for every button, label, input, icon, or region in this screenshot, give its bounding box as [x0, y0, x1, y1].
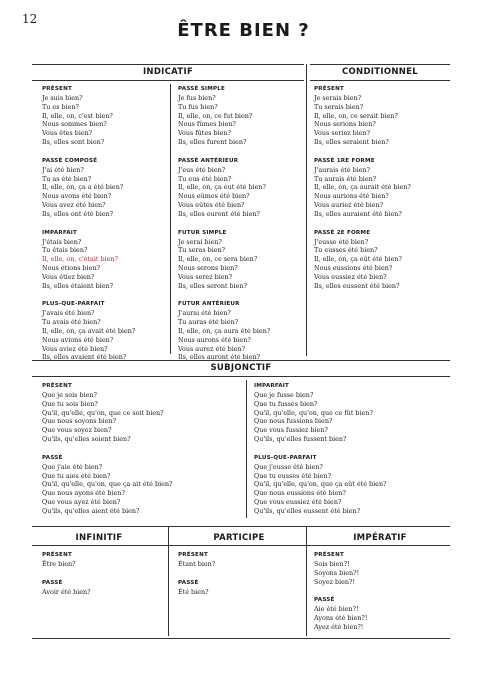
tense-block [178, 299, 303, 362]
conjugation-line: Il, elle, on, ce serait bien? [314, 111, 398, 120]
conjugation-line: Qu'ils, qu'elles soient bien? [42, 434, 131, 443]
conjugation-line: Que tu sois bien? [42, 399, 98, 408]
conjugation-line: Que tu fusses bien? [254, 399, 318, 408]
tense-block [178, 228, 303, 291]
conjugation-line: Avoir été bien? [42, 587, 91, 596]
conjugation-line: Nous aurions été bien? [314, 192, 389, 201]
participe-column [178, 550, 303, 606]
conjugation-line: Vous avez été bien? [42, 200, 106, 209]
conjugation-line: Il, elle, on, ça aurait été bien? [314, 183, 411, 192]
conditionnel-divider [306, 64, 307, 356]
conjugation-line: Il, elle, on, ça avait été bien? [42, 326, 136, 335]
conjugation-line: J'eusse été bien? [314, 237, 369, 246]
conjugation-line: Tu fus bien? [178, 102, 218, 111]
conjugation-line: Que nous eussions été bien? [254, 489, 346, 498]
conjugation-line: Nous eûmes été bien? [178, 192, 250, 201]
conjugation-line: Que vous fussiez bien? [254, 426, 328, 435]
conjugation-line: Que vous soyez bien? [42, 426, 112, 435]
conjugation-line: Qu'ils, qu'elles fussent bien? [254, 434, 347, 443]
conjugation-line: Vous seriez bien? [314, 129, 371, 138]
conjugation-line: Que j'aie été bien? [42, 462, 103, 471]
tense-label: PRÉSENT [42, 552, 72, 558]
conjugation-line: Ils, elles auront été bien? [178, 353, 261, 362]
conjugation-line: Tu auras été bien? [178, 318, 239, 327]
section-imperatif: IMPÉRATIF [353, 533, 407, 543]
conjugation-line: Il, elle, on, c'est bien? [42, 111, 113, 120]
conjugation-line: Nous avions été bien? [42, 335, 114, 344]
tense-label: PASSÉ 1RE FORME [314, 157, 375, 164]
conjugation-line: Que vous ayez été bien? [42, 497, 121, 506]
conjugation-line: Que vous eussiez été bien? [254, 497, 342, 506]
conjugation-line: Qu'ils, qu'elles eussent été bien? [254, 506, 361, 515]
infinitif-column [42, 550, 167, 606]
tense-block [42, 228, 167, 291]
tense-block [254, 381, 444, 444]
conjugation-line: Vous êtes bien? [42, 129, 93, 138]
section-conditionnel: CONDITIONNEL [341, 67, 419, 77]
subjonctif-top-rule [32, 360, 450, 361]
conjugation-line: Vous eussiez été bien? [314, 272, 387, 281]
tense-block [178, 84, 303, 147]
conjugation-line: Je suis bien? [42, 94, 83, 102]
conjugation-line: Ils, elles auraient été bien? [314, 209, 402, 218]
tense-block [42, 578, 167, 597]
conjugation-line: J'avais été bien? [42, 309, 95, 318]
conditionnel-top-rule [310, 64, 450, 65]
conjugation-line: J'aurai été bien? [178, 309, 231, 318]
section-indicatif: INDICATIF [142, 67, 194, 77]
conjugation-line: Tu eusses été bien? [314, 246, 378, 255]
conjugation-line: Ayons été bien?! [314, 614, 368, 623]
section-subjonctif: SUBJONCTIF [210, 363, 272, 373]
conjugation-line: Ils, elles seront bien? [178, 281, 248, 290]
conjugation-line: Vous auriez été bien? [314, 200, 384, 209]
conjugation-line: Que nous ayons été bien? [42, 489, 125, 498]
indicatif-column-1 [42, 84, 167, 371]
conjugation-line: Il, elle, on, ce sera bien? [178, 255, 258, 264]
conjugation-line: Je serai bien? [178, 237, 222, 246]
tense-block [42, 84, 167, 147]
tense-block [314, 550, 439, 586]
tense-block [314, 595, 439, 631]
conjugation-line: Il, elle, on, c'était bien? [42, 255, 118, 264]
tense-label: PRÉSENT [42, 86, 72, 92]
conjugation-line: Qu'il, qu'elle, qu'on, que ça ait été bien? [42, 480, 173, 489]
conjugation-line: Sois bien?! [314, 560, 350, 568]
conjugation-line: Vous fûtes bien? [178, 129, 231, 138]
conjugation-line: Il, elle, on, ça aura été bien? [178, 326, 271, 335]
conjugation-line: Étant bien? [178, 560, 216, 568]
conjugation-line: Que tu aies été bien? [42, 471, 111, 480]
tense-block [314, 228, 439, 291]
subjonctif-divider [246, 380, 247, 518]
subjonctif-column-1 [42, 381, 242, 525]
indicatif-column-2 [178, 84, 303, 371]
tense-label: PRÉSENT [314, 552, 344, 558]
tense-block [178, 550, 303, 569]
conjugation-line: Nous eussions été bien? [314, 263, 393, 272]
tense-label: PASSÉ [314, 597, 335, 604]
conjugation-line: Être bien? [42, 560, 76, 568]
conjugation-line: J'eus été bien? [178, 165, 226, 174]
conjugation-line: Qu'ils, qu'elles aient été bien? [42, 506, 140, 515]
conjugation-line: Ils, elles seraient bien? [314, 137, 389, 146]
conjugation-line: Il, elle, on, ce fut bien? [178, 111, 253, 120]
tense-label: PASSÉ [178, 579, 199, 586]
page-title: ÊTRE BIEN ? [177, 20, 310, 41]
conjugation-line: Je fus bien? [178, 94, 216, 102]
conjugation-line: Nous sommes bien? [42, 120, 107, 129]
conditionnel-header-rule [310, 80, 450, 81]
conjugation-line: Que j'eusse été bien? [254, 462, 323, 471]
tense-block [314, 84, 439, 147]
section-infinitif: INFINITIF [75, 533, 123, 543]
bottom-rule [32, 638, 450, 639]
tense-block [42, 453, 242, 516]
tense-block [178, 578, 303, 597]
conjugation-line: Soyez bien?! [314, 577, 356, 586]
indicatif-top-rule [32, 64, 304, 65]
conjugation-line: Tu étais bien? [42, 246, 88, 255]
conjugation-line: Ils, elles eussent été bien? [314, 281, 400, 290]
conjugation-line: Que je sois bien? [42, 391, 97, 399]
tense-label: PASSÉ ANTÉRIEUR [178, 157, 239, 164]
conjugation-line: Soyons bien?! [314, 568, 360, 577]
conjugation-line: Vous eûtes été bien? [178, 200, 245, 209]
tense-label: IMPARFAIT [254, 383, 290, 389]
bottom-top-rule [32, 526, 450, 527]
tense-block [254, 453, 444, 516]
subjonctif-header-rule [32, 376, 450, 377]
conjugation-line: Que tu eusses été bien? [254, 471, 332, 480]
tense-label: FUTUR ANTÉRIEUR [178, 301, 240, 308]
conjugation-line: Nous serions bien? [314, 120, 376, 129]
tense-label: PRÉSENT [42, 383, 72, 389]
indicatif-divider [170, 84, 171, 354]
tense-block [42, 156, 167, 219]
conjugation-line: Ils, elles ont été bien? [42, 209, 114, 218]
conjugation-line: Nous serons bien? [178, 263, 238, 272]
tense-label: PASSÉ SIMPLE [178, 86, 226, 92]
conjugation-line: Aie été bien?! [314, 605, 359, 614]
conjugation-line: Qu'il, qu'elle, qu'on, que ce soit bien? [42, 408, 164, 417]
conjugation-line: Nous étions bien? [42, 263, 100, 272]
tense-label: PASSÉ [42, 579, 63, 586]
conjugation-line: Tu as été bien? [42, 174, 92, 183]
conjugation-line: Que nous soyons bien? [42, 417, 117, 426]
tense-label: PASSÉ COMPOSÉ [42, 157, 98, 164]
conjugation-line: Tu serais bien? [314, 102, 364, 111]
conjugation-line: Que je fusse bien? [254, 391, 314, 399]
conjugation-line: Ils, elles avaient été bien? [42, 353, 127, 362]
tense-label: PRÉSENT [314, 86, 344, 92]
conjugation-line: J'aurais été bien? [314, 165, 371, 174]
tense-label: PLUS-QUE-PARFAIT [254, 454, 317, 461]
conjugation-line: Nous fûmes bien? [178, 120, 236, 129]
tense-label: IMPARFAIT [42, 229, 78, 236]
indicatif-header-rule [32, 80, 304, 81]
tense-block [42, 550, 167, 569]
conjugation-line: Tu seras bien? [178, 246, 226, 255]
conjugation-line: Vous aurez été bien? [178, 344, 246, 353]
conjugation-line: Tu aurais été bien? [314, 174, 377, 183]
conjugation-line: Il, elle, on, ça eût été bien? [314, 255, 402, 264]
conjugation-line: Été bien? [178, 587, 209, 596]
conjugation-line: Je serais bien? [314, 94, 362, 102]
section-participe: PARTICIPE [213, 533, 265, 543]
tense-block [178, 156, 303, 219]
conjugation-line: Tu avais été bien? [42, 318, 101, 327]
conjugation-line: Qu'il, qu'elle, qu'on, que ce fût bien? [254, 408, 373, 417]
subjonctif-column-2 [254, 381, 444, 525]
tense-label: PASSÉ 2E FORME [314, 229, 371, 236]
conjugation-line: Ils, elles étaient bien? [42, 281, 114, 290]
conjugation-line: Tu es bien? [42, 102, 79, 111]
tense-label: PASSÉ [42, 454, 63, 461]
conditionnel-column [314, 84, 439, 299]
conjugation-line: Vous étiez bien? [42, 272, 95, 281]
page-number: 12 [22, 12, 38, 26]
conjugation-line: Nous avons été bien? [42, 192, 112, 201]
conjugation-line: Ayez été bien?! [314, 622, 364, 631]
conjugation-line: Ils, elles sont bien? [42, 137, 105, 146]
conjugation-line: Il, elle, on, ça eut été bien? [178, 183, 266, 192]
infinitif-divider [168, 526, 169, 636]
conjugation-line: Qu'il, qu'elle, qu'on, que ça eût été bien? [254, 480, 387, 489]
conjugation-line: Vous aviez été bien? [42, 344, 108, 353]
conjugation-line: J'ai été bien? [42, 165, 84, 174]
conjugation-line: Il, elle, on, ça a été bien? [42, 183, 124, 192]
conjugation-line: Ils, elles eurent été bien? [178, 209, 260, 218]
tense-block [42, 381, 242, 444]
conjugation-line: Ils, elles furent bien? [178, 137, 247, 146]
tense-block [314, 156, 439, 219]
tense-label: FUTUR SIMPLE [178, 229, 227, 236]
bottom-header-rule [32, 545, 450, 546]
participe-divider [306, 526, 307, 636]
tense-label: PRÉSENT [178, 552, 208, 558]
conjugation-line: J'étais bien? [42, 237, 82, 246]
tense-block [42, 299, 167, 362]
tense-label: PLUS-QUE-PARFAIT [42, 301, 105, 308]
imperatif-column [314, 550, 439, 641]
conjugation-line: Nous aurons été bien? [178, 335, 251, 344]
conjugation-line: Vous serez bien? [178, 272, 233, 281]
conjugation-line: Que nous fussions bien? [254, 417, 333, 426]
conjugation-line: Tu eus été bien? [178, 174, 232, 183]
